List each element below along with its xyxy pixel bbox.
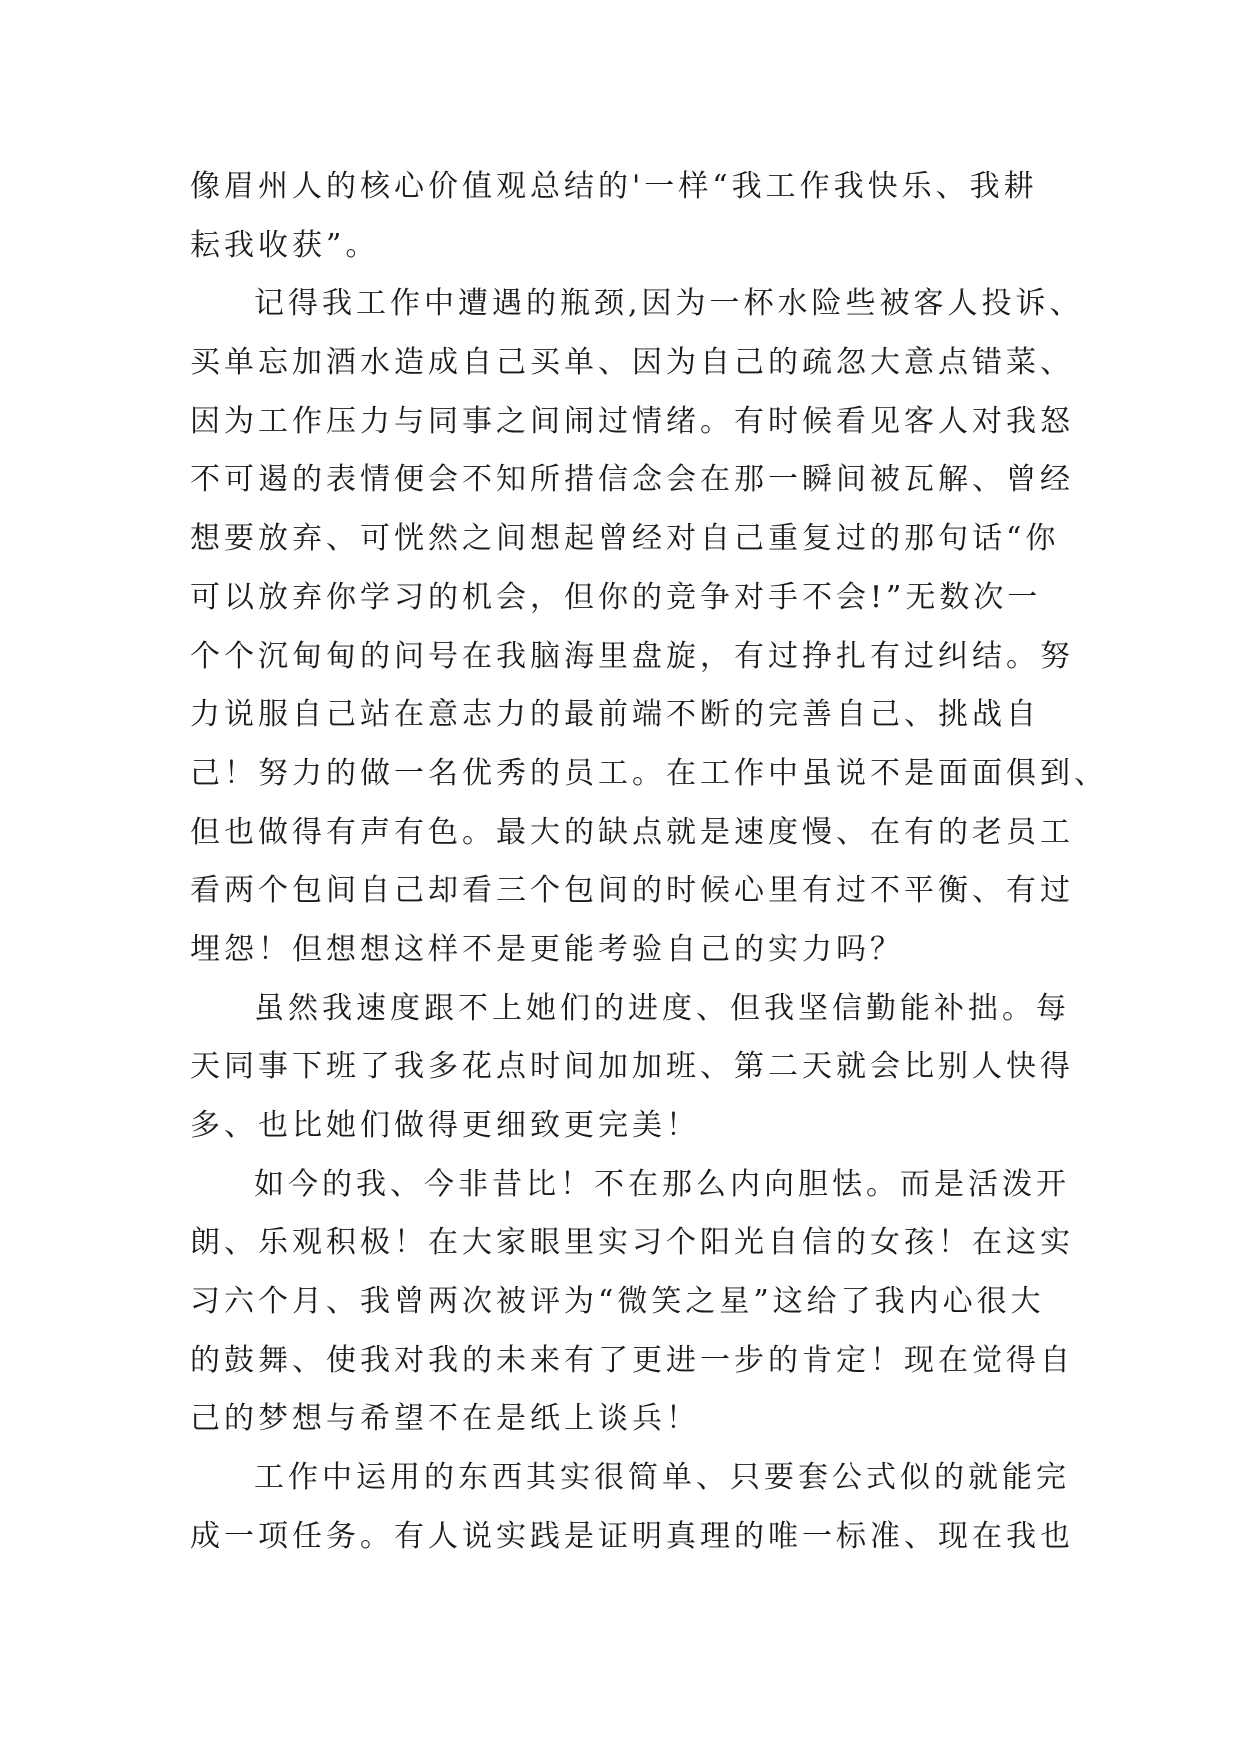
text-line: 天同事下班了我多花点时间加加班、第二天就会比别人快得 [190,1049,1074,1085]
text-line: 但也做得有声有色。最大的缺点就是速度慢、在有的老员工 [190,814,1074,850]
text-line: 的鼓舞、使我对我的未来有了更进一步的肯定！现在觉得自 [190,1342,1074,1378]
text-line: 看两个包间自己却看三个包间的时候心里有过不平衡、有过 [190,873,1074,909]
text-line: 工作中运用的东西其实很简单、只要套公式似的就能完 [254,1460,1070,1496]
text-line: 如今的我、今非昔比！不在那么内向胆怯。而是活泼开 [254,1166,1070,1202]
text-line: 力说服自己站在意志力的最前端不断的完善自己、挑战自 [190,697,1040,733]
text-line: 虽然我速度跟不上她们的进度、但我坚信勤能补拙。每 [254,990,1070,1026]
text-line: 记得我工作中遭遇的瓶颈,因为一杯水险些被客人投诉、 [254,286,1084,322]
text-line: 买单忘加酒水造成自己买单、因为自己的疏忽大意点错菜、 [190,345,1074,381]
text-line: 成一项任务。有人说实践是证明真理的唯一标准、现在我也 [190,1518,1074,1554]
text-line: 己的梦想与希望不在是纸上谈兵！ [190,1401,700,1437]
body-text [190,158,1108,1567]
text-line: 像眉州人的核心价值观总结的'一样“我工作我快乐、我耕 [190,169,1038,204]
text-line: 习六个月、我曾两次被评为“微笑之星”这给了我内心很大 [190,1284,1045,1320]
text-line: 不可遏的表情便会不知所措信念会在那一瞬间被瓦解、曾经 [190,462,1074,498]
text-line: 埋怨！但想想这样不是更能考验自己的实力吗？ [190,931,904,967]
text-line: 多、也比她们做得更细致更完美！ [190,1108,700,1143]
text-line: 个个沉甸甸的问号在我脑海里盘旋，有过挣扎有过纠结。努 [190,638,1074,674]
text-line: 想要放弃、可恍然之间想起曾经对自己重复过的那句话“你 [190,521,1060,557]
text-line: 因为工作压力与同事之间闹过情绪。有时候看见客人对我怒 [190,403,1074,439]
text-line: 己！努力的做一名优秀的员工。在工作中虽说不是面面俱到、 [190,755,1108,791]
text-line: 朗、乐观积极！在大家眼里实习个阳光自信的女孩！在这实 [190,1225,1074,1261]
text-line: 可以放弃你学习的机会，但你的竞争对手不会!”无数次一 [190,579,1042,615]
text-line: 耘我收获”。 [190,227,380,263]
